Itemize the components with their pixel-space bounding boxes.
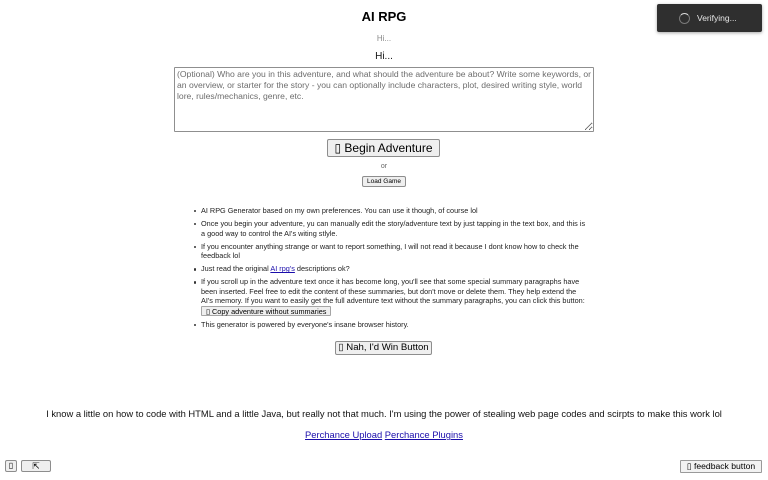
note-item xyxy=(201,277,586,316)
feedback-button[interactable]: ▯ feedback button xyxy=(680,460,762,473)
original-ai-rpg-link[interactable]: AI rpg's xyxy=(270,264,295,274)
footer-links xyxy=(0,429,768,440)
subtitle-hint: Hi... xyxy=(376,34,392,43)
begin-adventure-button[interactable]: ▯ Begin Adventure xyxy=(327,139,440,157)
note-text: Once you begin your adventure, yu can manually edit the story/adventure text by just tapping in the text box, and this is a good way to control the AI's witing stlyle. xyxy=(201,218,586,238)
load-game-button[interactable]: Load Game xyxy=(362,176,406,187)
adventure-prompt-input[interactable] xyxy=(174,67,594,132)
notes-list xyxy=(193,206,586,333)
subtitle: Hi... xyxy=(375,51,393,62)
copy-without-summaries-button[interactable]: ▯ Copy adventure without summaries xyxy=(201,306,331,316)
perchance-upload-link[interactable]: Perchance Upload xyxy=(305,429,383,440)
corner-icon-button[interactable]: ▯ xyxy=(5,460,17,472)
toast-text: Verifying... xyxy=(697,13,737,23)
nah-id-win-button[interactable]: ▯ Nah, I'd Win Button xyxy=(335,341,432,355)
note-item xyxy=(201,219,586,238)
note-text: This generator is powered by everyone's insane browser history. xyxy=(201,319,409,329)
page-title: AI RPG xyxy=(361,9,407,24)
note-text: If you scroll up in the adventure text once it has become long, you'll see that some special summary paragraphs have been inserted. Feel free to edit the content of these summaries, but don't move or delete them. They help extend the AI's memory. If you want to easily get the full adventure text without the summary paragraphs, you can click this button: xyxy=(201,277,585,306)
note-text: descriptions ok? xyxy=(294,264,350,274)
expand-icon-button[interactable]: ⇱ xyxy=(21,460,51,472)
verifying-toast xyxy=(657,4,762,32)
footer-text: I know a little on how to code with HTML and a little Java, but really not that much. I'm using the power of stealing web page codes and scirpts to make this work lol xyxy=(46,408,722,419)
note-text: If you encounter anything strange or want to report something, I will not read it because I dont know how to check the feedback lol xyxy=(201,241,579,261)
note-item xyxy=(201,264,586,274)
note-item xyxy=(201,242,586,261)
note-item xyxy=(201,320,586,330)
note-text: AI RPG Generator based on my own preferences. You can use it though, of course lol xyxy=(201,206,478,215)
spinner-icon xyxy=(679,13,690,24)
or-separator: or xyxy=(380,163,388,170)
perchance-plugins-link[interactable]: Perchance Plugins xyxy=(384,429,463,440)
note-item xyxy=(201,206,586,216)
note-text: Just read the original xyxy=(201,264,271,274)
